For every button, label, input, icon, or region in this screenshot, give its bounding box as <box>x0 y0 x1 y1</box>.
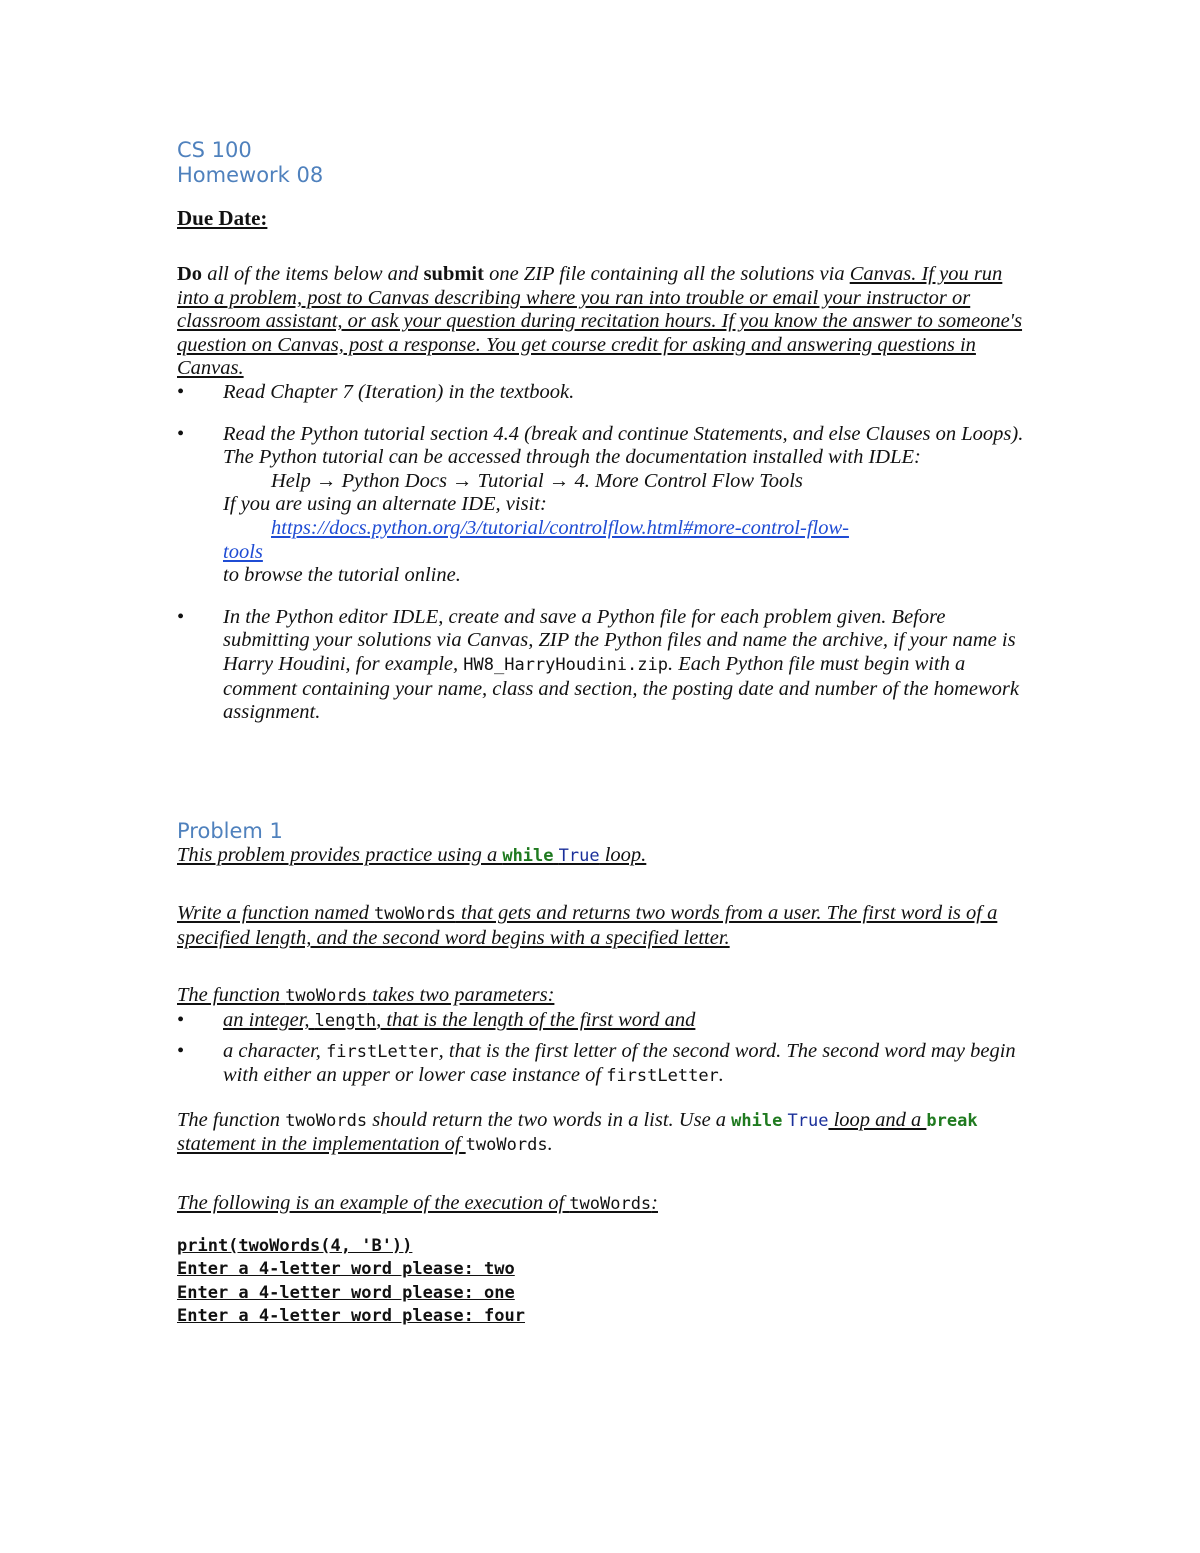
bullet-icon: • <box>177 1009 185 1032</box>
due-date-label: Due Date: <box>177 206 268 230</box>
intro-paragraph: Do all of the items below and submit one ZIP file containing all the solutions via Canvas. If you run into a problem, post to Canvas describing where you ran into trouble or email your instructor or classroom assistant, or ask your question during recitation hours. If you know the answer to someone's question on Canvas, post a response. You get course credit for asking and answering questions in Canvas. <box>177 263 1023 380</box>
problem-1-example: The following is an example of the execution of twoWords: <box>177 1192 658 1215</box>
tutorial-link-cont[interactable]: tools <box>223 540 263 563</box>
zip-filename: HW8_HarryHoudini.zip <box>463 654 668 675</box>
example-output <box>177 1235 1037 1329</box>
problem-1-return: The function twoWords should return the two words in a list. Use a while True loop and a break statement in the implementation of twoWords. <box>177 1108 978 1156</box>
do-word: Do <box>177 263 203 285</box>
tutorial-link-line <box>223 517 1037 541</box>
terminal-line: print(twoWords(4, 'B')) <box>177 1235 413 1256</box>
bullet-icon: • <box>177 422 185 445</box>
bullet-icon: • <box>177 1039 185 1062</box>
list-item: • Read the Python tutorial section 4.4 (break and continue Statements, and else Clauses on Loops). The Python tutorial can be accessed through the documentation installed with IDLE: Help → Python Docs → Tutorial → 4. More Control Flow Tools If you are using an alternate IDE, visit: https://docs.python.org/3/tutorial/controlflow.html#more-control-flow- tools to browse the tutorial online. <box>177 423 1037 588</box>
terminal-line: Enter a 4-letter word please: four <box>177 1306 525 1327</box>
list-item: • In the Python editor IDLE, create and save a Python file for each problem given. Before submitting your solutions via Canvas, ZIP the Python files and name the archive, if your name is Harry Houdini, for example, HW8_HarryHoudini.zip. Each Python file must begin with a comment containing your name, class and section, the posting date and number of the homework assignment. <box>177 605 1019 724</box>
problem-1-write: Write a function named twoWords that gets and returns two words from a user. The first word is of a specified length, and the second word begins with a specified letter. <box>177 902 998 949</box>
problem-1-params: The function twoWords takes two parameters: <box>177 984 555 1007</box>
idle-menu-path: Help → Python Docs → Tutorial → 4. More Control Flow Tools <box>271 469 803 492</box>
bullet-icon: • <box>177 605 185 628</box>
instruction-list <box>177 381 1037 725</box>
list-item: • an integer, length, that is the length of the first word and <box>177 1009 696 1032</box>
terminal-line: Enter a 4-letter word please: two <box>177 1259 515 1280</box>
course-title: CS 100 <box>177 138 252 162</box>
assignment-title: Homework 08 <box>177 163 324 187</box>
document-page <box>177 138 1037 1329</box>
problem-1-title: Problem 1 <box>177 818 283 843</box>
list-item: • Read Chapter 7 (Iteration) in the textbook. <box>177 380 575 403</box>
submit-word: submit <box>423 263 484 285</box>
tutorial-link[interactable]: https://docs.python.org/3/tutorial/controlflow.html#more-control-flow- <box>271 516 849 539</box>
list-item: • a character, firstLetter, that is the first letter of the second word. The second word may begin with either an upper or lower case instance of firstLetter. <box>177 1039 1016 1087</box>
terminal-line: Enter a 4-letter word please: one <box>177 1282 515 1303</box>
bullet-icon: • <box>177 380 185 403</box>
parameter-list <box>177 1009 1037 1089</box>
problem-1-intro: This problem provides practice using a while True loop. <box>177 843 647 866</box>
